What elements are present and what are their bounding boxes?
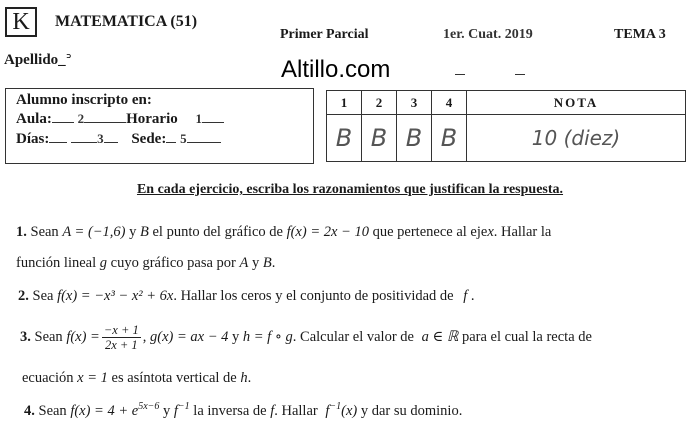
math-symbol: A: [239, 255, 249, 271]
instructions-text: En cada ejercicio, escriba los razonamientos que justifican la respuesta.: [136, 182, 564, 197]
math-symbol: h: [240, 370, 248, 386]
schedule-value: 1: [195, 111, 202, 126]
text: Sean: [30, 224, 59, 240]
exercise-4: [24, 401, 462, 420]
days-label: Días:: [16, 131, 50, 147]
text: función lineal: [16, 255, 97, 271]
math-expression: f(x) = −x³ − x² + 6x: [57, 288, 174, 304]
student-info-box: [5, 88, 314, 164]
text: cuyo gráfico pasa por: [110, 255, 236, 271]
fraction-numerator: −x + 1: [103, 323, 139, 337]
days-campus-line: [16, 131, 221, 148]
fraction-denominator: 2x + 1: [104, 338, 138, 352]
text: . Calcular el valor de: [292, 328, 414, 345]
grade-header: 3: [397, 91, 432, 115]
logo-letter: K: [12, 9, 30, 35]
theme-label: TEMA 3: [614, 27, 666, 42]
room-label: Aula:: [16, 111, 52, 127]
math-symbol: B: [140, 224, 149, 240]
text: y: [251, 255, 260, 271]
text: . Hallar: [274, 402, 318, 419]
grade-header: 4: [432, 91, 467, 115]
math-expression: (x): [341, 402, 358, 419]
math-expression: f(x) = 2x − 10: [286, 224, 369, 240]
text: que pertenece al eje: [372, 224, 488, 240]
text: ,: [142, 328, 147, 345]
exercise-number: 1.: [16, 224, 27, 240]
text: .: [247, 370, 252, 386]
text: Sea: [32, 288, 54, 304]
grade-header: 2: [362, 91, 397, 115]
term-label: 1er. Cuat. 2019: [443, 27, 533, 42]
campus-label: Sede:: [131, 131, 167, 147]
fraction: [102, 323, 141, 352]
math-symbol: g: [99, 255, 108, 271]
schedule-label: Horario: [126, 111, 178, 127]
campus-value: 5: [180, 131, 187, 146]
exercise-1-line-1: [16, 224, 551, 241]
blank-line: [455, 74, 465, 75]
days-value: 3: [97, 131, 104, 146]
exercise-3-line-1: [20, 323, 592, 352]
grade-header-total: NOTA: [467, 91, 686, 115]
exercise-number: 3.: [20, 328, 31, 345]
logo-box: [5, 7, 37, 37]
grade-value: B: [327, 115, 362, 162]
math-expression: a ∈ ℝ: [421, 328, 459, 345]
exercise-2: [18, 288, 475, 305]
text: la inversa de: [193, 402, 267, 419]
math-symbol: f: [173, 402, 178, 419]
text: .: [470, 288, 475, 304]
text: .: [271, 255, 276, 271]
text: es asíntota vertical de: [111, 370, 237, 386]
math-expression: x = 1: [77, 370, 108, 386]
text: ecuación: [22, 370, 74, 386]
math-expression: f(x) = 4 + e: [70, 402, 139, 419]
text: Sean: [38, 402, 67, 419]
grade-total-value: 10 (diez): [467, 115, 686, 162]
grade-value: B: [397, 115, 432, 162]
text: . Hallar los ceros y el conjunto de positividad de: [173, 288, 454, 304]
math-exponent: 5x−6: [138, 401, 160, 412]
exercise-number: 4.: [24, 402, 35, 419]
surname-label: Apellido_ᐣ: [4, 52, 72, 68]
math-symbol: B: [262, 255, 272, 271]
math-exponent: −1: [177, 401, 190, 412]
grade-header: 1: [327, 91, 362, 115]
room-schedule-line: [16, 111, 224, 128]
room-value: 2: [77, 111, 85, 126]
subject-title: MATEMATICA (51): [55, 13, 198, 30]
math-expression: A = (−1,6): [62, 224, 126, 240]
math-expression: f(x) =: [66, 328, 100, 345]
math-expression: g(x) = ax − 4: [150, 328, 229, 345]
grades-table: [326, 90, 686, 162]
text: y: [163, 402, 171, 419]
enrolled-label: Alumno inscripto en:: [16, 92, 152, 108]
text: y: [232, 328, 240, 345]
math-symbol: f: [270, 402, 275, 419]
blank-line: [515, 74, 525, 75]
text: y dar su dominio.: [360, 402, 463, 419]
text: . Hallar la: [493, 224, 552, 240]
text: Sean: [34, 328, 63, 345]
text: para el cual la recta de: [461, 328, 592, 345]
grade-value: B: [432, 115, 467, 162]
grade-value: B: [362, 115, 397, 162]
exercise-1-line-2: [16, 255, 275, 272]
math-symbol: x: [487, 224, 494, 240]
exercise-3-line-2: [22, 370, 251, 387]
text: y: [129, 224, 137, 240]
exam-title: Primer Parcial: [280, 27, 369, 42]
watermark: Altillo.com: [281, 56, 391, 83]
math-symbol: f: [463, 288, 468, 304]
math-expression: h = f ∘ g: [242, 328, 293, 345]
exercise-number: 2.: [18, 288, 29, 304]
math-symbol: f: [325, 402, 330, 419]
math-exponent: −1: [329, 401, 342, 412]
text: el punto del gráfico de: [152, 224, 283, 240]
